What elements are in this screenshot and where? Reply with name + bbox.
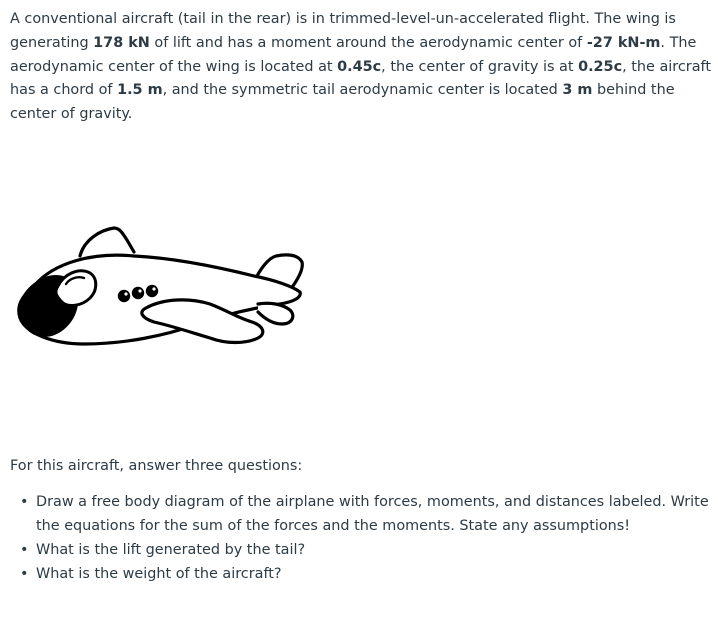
text-fragment: , the aircraft has a chord of xyxy=(10,58,711,99)
list-item xyxy=(10,490,714,538)
airplane-icon xyxy=(14,226,306,362)
moment-value: -27 kN-m xyxy=(586,34,661,51)
questions-list xyxy=(10,490,714,586)
question-text: What is the weight of the aircraft? xyxy=(36,566,282,582)
questions-intro: For this aircraft, answer three questions: xyxy=(10,458,303,474)
text-fragment: behind the center of gravity. xyxy=(10,82,675,123)
question-text: Draw a free body diagram of the airplane with forces, moments, and distances labeled. Write the equations for the sum of the forces and the moments. State any assumptions! xyxy=(36,494,709,534)
question-text: What is the lift generated by the tail? xyxy=(36,542,306,558)
lift-value: 178 kN xyxy=(93,34,150,51)
bullet: • xyxy=(20,494,29,510)
aerodynamic-center-value: 0.45c xyxy=(337,58,382,75)
text-fragment: A conventional aircraft (tail in the rear) is in trimmed-level-un-accelerated flight. The wing is generating xyxy=(10,11,676,51)
text-fragment: , the center of gravity is at xyxy=(381,58,579,75)
problem-statement xyxy=(10,8,714,127)
text-fragment: . The aerodynamic center of the wing is located at xyxy=(10,34,697,75)
bullet: • xyxy=(20,542,29,558)
text-fragment: of lift and has a moment around the aerodynamic center of xyxy=(149,34,587,51)
tail-distance-value: 3 m xyxy=(562,82,593,99)
bullet: • xyxy=(20,566,29,582)
text-fragment: , and the symmetric tail aerodynamic center is located xyxy=(162,82,563,99)
chord-value: 1.5 m xyxy=(117,82,163,99)
list-item xyxy=(10,538,714,562)
center-of-gravity-value: 0.25c xyxy=(578,58,623,75)
list-item xyxy=(10,562,714,586)
